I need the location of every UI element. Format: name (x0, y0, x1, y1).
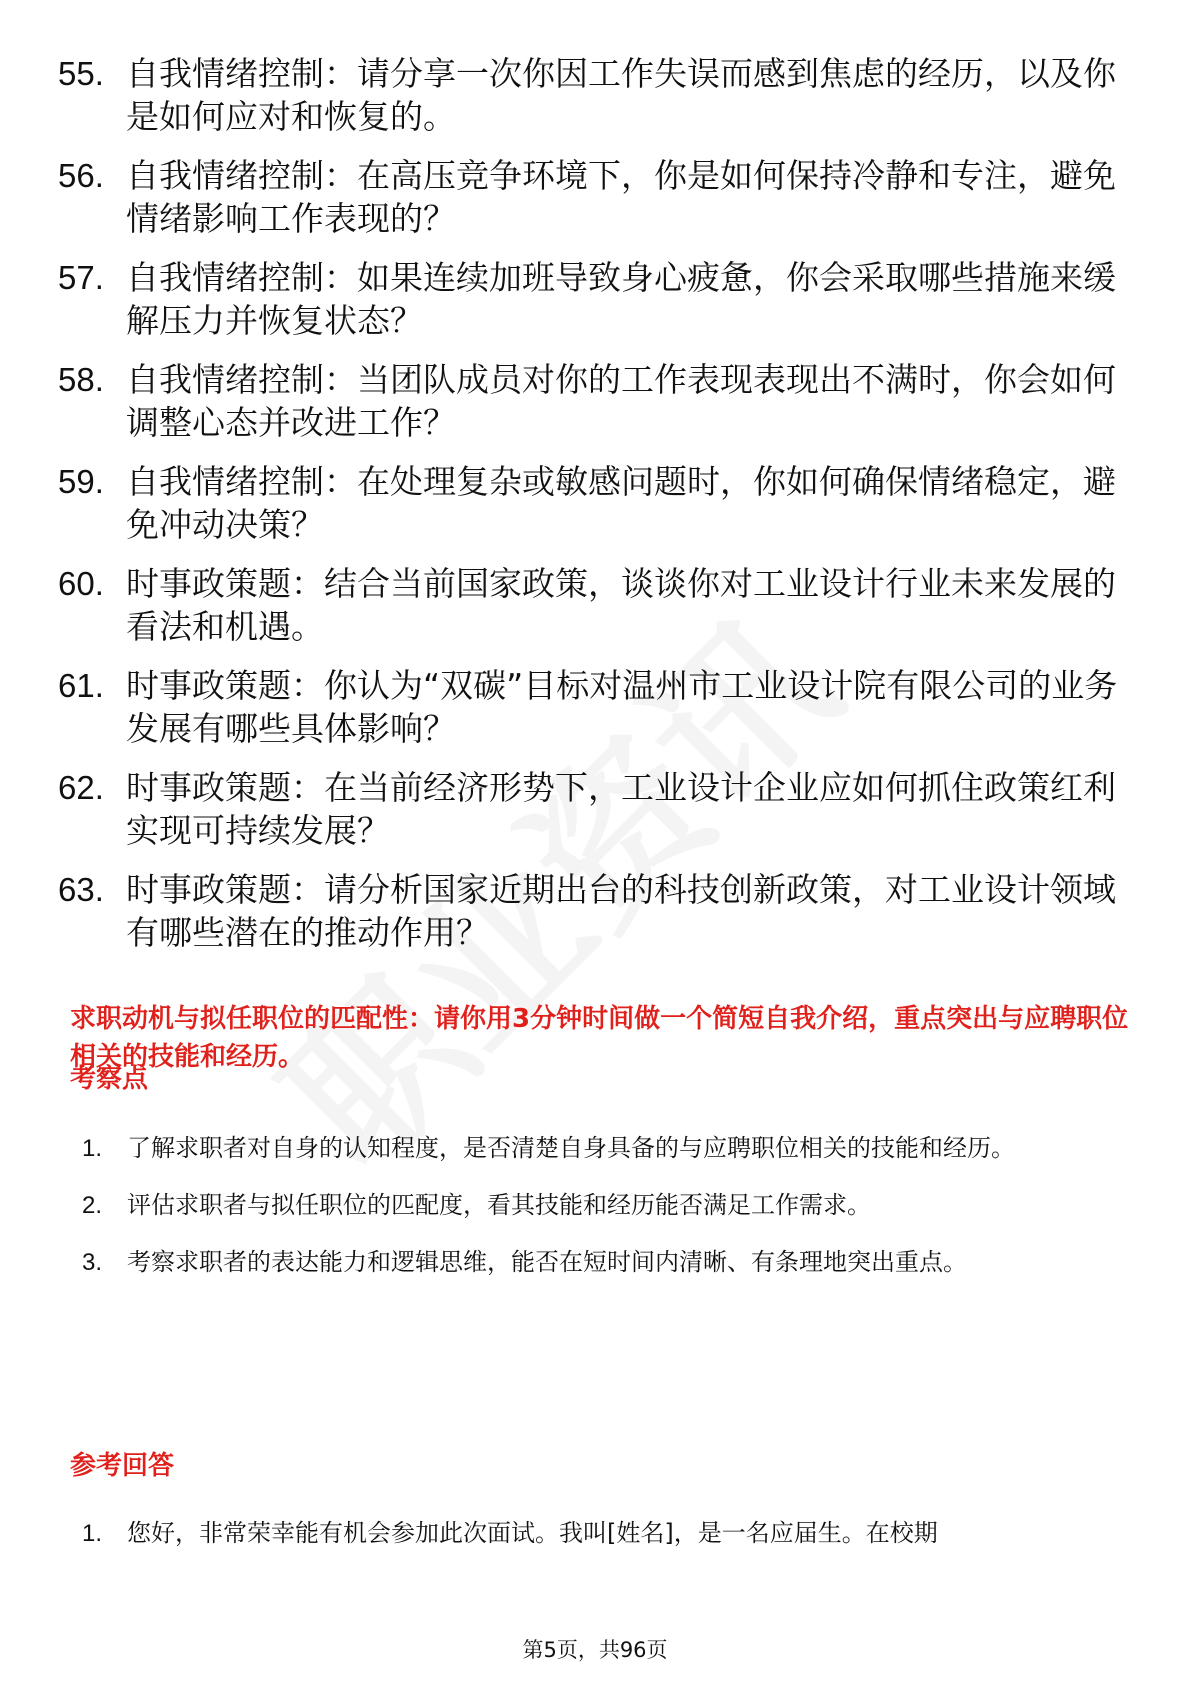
question-item (58, 256, 1138, 342)
question-number: 57. (58, 259, 104, 296)
list-number: 2. (82, 1192, 103, 1219)
question-text: 时事政策题：在当前经济形势下，工业设计企业应如何抓住政策红利实现可持续发展？ (126, 768, 1116, 850)
question-text: 自我情绪控制：当团队成员对你的工作表现表现出不满时，你会如何调整心态并改进工作？ (126, 360, 1116, 442)
question-item (58, 766, 1138, 852)
list-text: 了解求职者对自身的认知程度，是否清楚自身具备的与应聘职位相关的技能和经历。 (127, 1134, 1015, 1162)
page-footer: 第5页，共96页 (522, 1638, 668, 1662)
question-text: 时事政策题：请分析国家近期出台的科技创新政策，对工业设计领域有哪些潜在的推动作用？ (126, 870, 1116, 952)
question-item (58, 358, 1138, 444)
list-number: 1. (82, 1520, 103, 1547)
list-number: 1. (82, 1135, 103, 1162)
list-text: 您好，非常荣幸能有机会参加此次面试。我叫[姓名]，是一名应届生。在校期 (127, 1519, 938, 1547)
question-item (58, 52, 1138, 138)
featured-question: 求职动机与拟任职位的匹配性：请你用3分钟时间做一个简短自我介绍，重点突出与应聘职位相关的技能和经历。 (70, 1004, 1129, 1072)
question-text: 自我情绪控制：如果连续加班导致身心疲惫，你会采取哪些措施来缓解压力并恢复状态？ (126, 258, 1116, 340)
question-number: 59. (58, 463, 104, 500)
question-text: 时事政策题：结合当前国家政策，谈谈你对工业设计行业未来发展的看法和机遇。 (126, 564, 1116, 646)
assessment-list (82, 1120, 1122, 1291)
question-item (58, 154, 1138, 240)
question-text: 自我情绪控制：在高压竞争环境下，你是如何保持冷静和专注，避免情绪影响工作表现的？ (126, 156, 1116, 238)
reference-list (82, 1505, 1122, 1562)
question-number: 55. (58, 55, 104, 92)
question-list (58, 52, 1138, 970)
list-item (82, 1177, 1122, 1234)
question-number: 61. (58, 667, 104, 704)
question-item (58, 664, 1138, 750)
question-item (58, 562, 1138, 648)
question-number: 62. (58, 769, 104, 806)
list-text: 评估求职者与拟任职位的匹配度，看其技能和经历能否满足工作需求。 (127, 1191, 871, 1219)
question-number: 58. (58, 361, 104, 398)
assessment-title: 考察点 (70, 1064, 149, 1094)
list-item (82, 1234, 1122, 1291)
list-text: 考察求职者的表达能力和逻辑思维，能否在短时间内清晰、有条理地突出重点。 (127, 1248, 967, 1276)
reference-title: 参考回答 (70, 1451, 175, 1481)
question-text: 自我情绪控制：在处理复杂或敏感问题时，你如何确保情绪稳定，避免冲动决策？ (126, 462, 1116, 544)
question-text: 自我情绪控制：请分享一次你因工作失误而感到焦虑的经历，以及你是如何应对和恢复的。 (126, 54, 1116, 136)
list-item (82, 1120, 1122, 1177)
question-text: 时事政策题：你认为“双碳”目标对温州市工业设计院有限公司的业务发展有哪些具体影响？ (126, 666, 1118, 748)
question-item (58, 460, 1138, 546)
list-number: 3. (82, 1249, 103, 1276)
question-number: 63. (58, 871, 104, 908)
question-number: 60. (58, 565, 104, 602)
question-item (58, 868, 1138, 954)
question-number: 56. (58, 157, 104, 194)
list-item (82, 1505, 1122, 1562)
